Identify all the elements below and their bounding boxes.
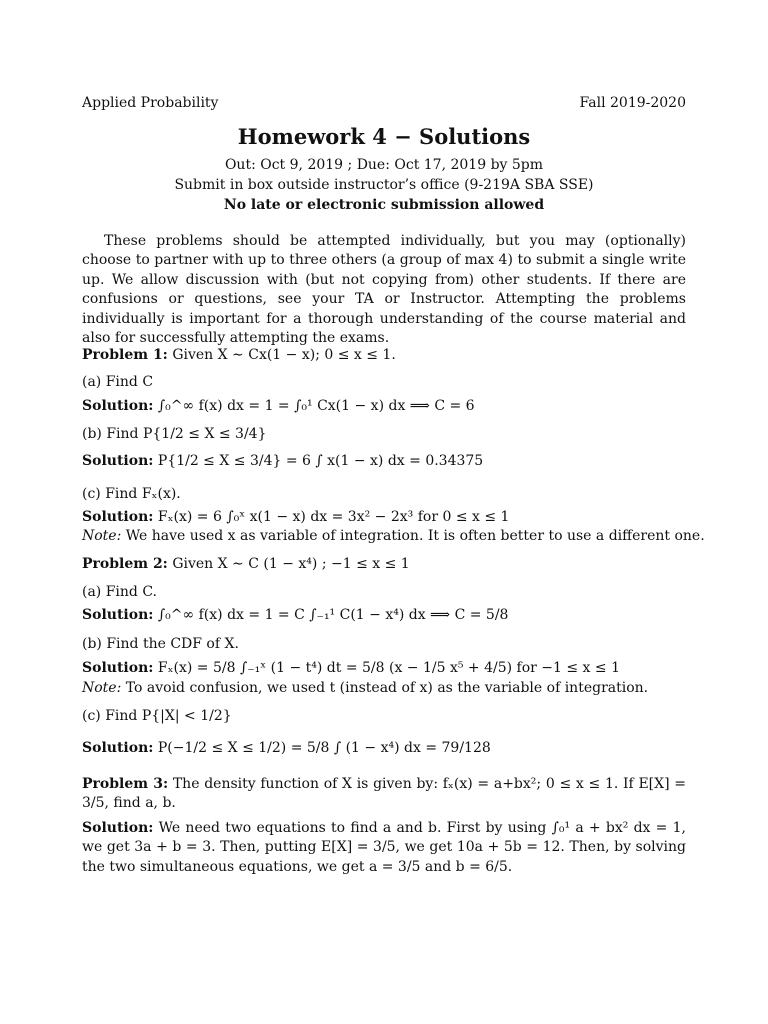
- problem-1b-solution: [82, 453, 686, 469]
- problem-2a-question: (a) Find C.: [82, 584, 158, 600]
- problem-2-note: [82, 680, 686, 696]
- solution-label: Solution:: [82, 453, 154, 469]
- problem-1-label: Problem 1:: [82, 347, 168, 363]
- problem-2-label: Problem 2:: [82, 556, 168, 572]
- problem-2c-question: (c) Find P{|X| < 1/2}: [82, 708, 232, 724]
- solution-label: Solution:: [82, 398, 154, 414]
- solution-label: Solution:: [82, 509, 154, 525]
- note-text: We have used x as variable of integration. It is often better to use a different one.: [125, 528, 705, 544]
- problem-1c-solution: [82, 509, 686, 525]
- page-title: Homework 4 − Solutions: [237, 124, 531, 149]
- solution-text: P{1/2 ≤ X ≤ 3/4} = 6 ∫ x(1 − x) dx = 0.34375: [157, 453, 484, 469]
- solution-label: Solution:: [82, 660, 154, 676]
- note-text: To avoid confusion, we used t (instead of x) as the variable of integration.: [125, 680, 649, 696]
- intro-paragraph: These problems should be attempted individually, but you may (optionally) choose to partner with up to three others (a group of max 4) to submit a single write up. We allow discussion with (but not copying from) other students. If there are confusions or questions, see your TA or Instructor. Attempting the problems individually is important for a thorough understanding of the course material and also for successfully attempting the exams.: [82, 233, 686, 347]
- problem-1-statement: [82, 347, 686, 363]
- problem-2b-question: (b) Find the CDF of X.: [82, 636, 239, 652]
- note-label: Note:: [82, 680, 122, 696]
- problem-1-text: Given X ∼ Cx(1 − x); 0 ≤ x ≤ 1.: [172, 347, 396, 363]
- solution-label: Solution:: [82, 740, 154, 756]
- problem-1a-question: (a) Find C: [82, 374, 154, 390]
- problem-3-solution: [82, 819, 686, 877]
- solution-label: Solution:: [82, 607, 154, 623]
- solution-label: Solution:: [82, 820, 154, 836]
- problem-2a-solution: [82, 607, 686, 623]
- problem-3-text: The density function of X is given by: fₓ(x) = a+bx²; 0 ≤ x ≤ 1. If E[X] = 3/5, find a, b.: [82, 776, 686, 812]
- solution-text: Fₓ(x) = 5/8 ∫₋₁ˣ (1 − t⁴) dt = 5/8 (x − 1/5 x⁵ + 4/5) for −1 ≤ x ≤ 1: [157, 660, 620, 676]
- term: Fall 2019-2020: [579, 95, 686, 111]
- course-name: Applied Probability: [82, 95, 219, 111]
- problem-2-text: Given X ∼ C (1 − x⁴) ; −1 ≤ x ≤ 1: [172, 556, 410, 572]
- homework-page: [82, 0, 705, 1024]
- running-header: [82, 95, 686, 111]
- due-dates: Out: Oct 9, 2019 ; Due: Oct 17, 2019 by 5pm: [224, 157, 544, 173]
- problem-3-label: Problem 3:: [82, 776, 169, 792]
- problem-1b-question: (b) Find P{1/2 ≤ X ≤ 3/4}: [82, 426, 267, 442]
- problem-3-statement: [82, 775, 686, 814]
- note-label: Note:: [82, 528, 122, 544]
- problem-2b-solution: [82, 660, 686, 676]
- solution-text: We need two equations to find a and b. First by using ∫₀¹ a + bx² dx = 1, we get 3a + b = 3. Then, putting E[X] = 3/5, we get 10a + 5b = 12. Then, by solving the two simultaneous equations, we get a = 3/5 and b = 6/5.: [82, 820, 686, 875]
- problem-2c-solution: [82, 740, 686, 756]
- problem-2-statement: [82, 556, 686, 572]
- solution-text: Fₓ(x) = 6 ∫₀ˣ x(1 − x) dx = 3x² − 2x³ for 0 ≤ x ≤ 1: [157, 509, 510, 525]
- late-policy: No late or electronic submission allowed: [223, 197, 545, 213]
- problem-1a-solution: [82, 398, 686, 414]
- problem-1-note: [82, 528, 705, 544]
- solution-text: P(−1/2 ≤ X ≤ 1/2) = 5/8 ∫ (1 − x⁴) dx = 79/128: [157, 740, 491, 756]
- submission-location: Submit in box outside instructor’s office (9-219A SBA SSE): [174, 177, 594, 193]
- problem-1c-question: (c) Find Fₓ(x).: [82, 486, 181, 502]
- solution-text: ∫₀^∞ f(x) dx = 1 = ∫₀¹ Cx(1 − x) dx ⟹ C = 6: [157, 398, 475, 414]
- solution-text: ∫₀^∞ f(x) dx = 1 = C ∫₋₁¹ C(1 − x⁴) dx ⟹ C = 5/8: [157, 607, 509, 623]
